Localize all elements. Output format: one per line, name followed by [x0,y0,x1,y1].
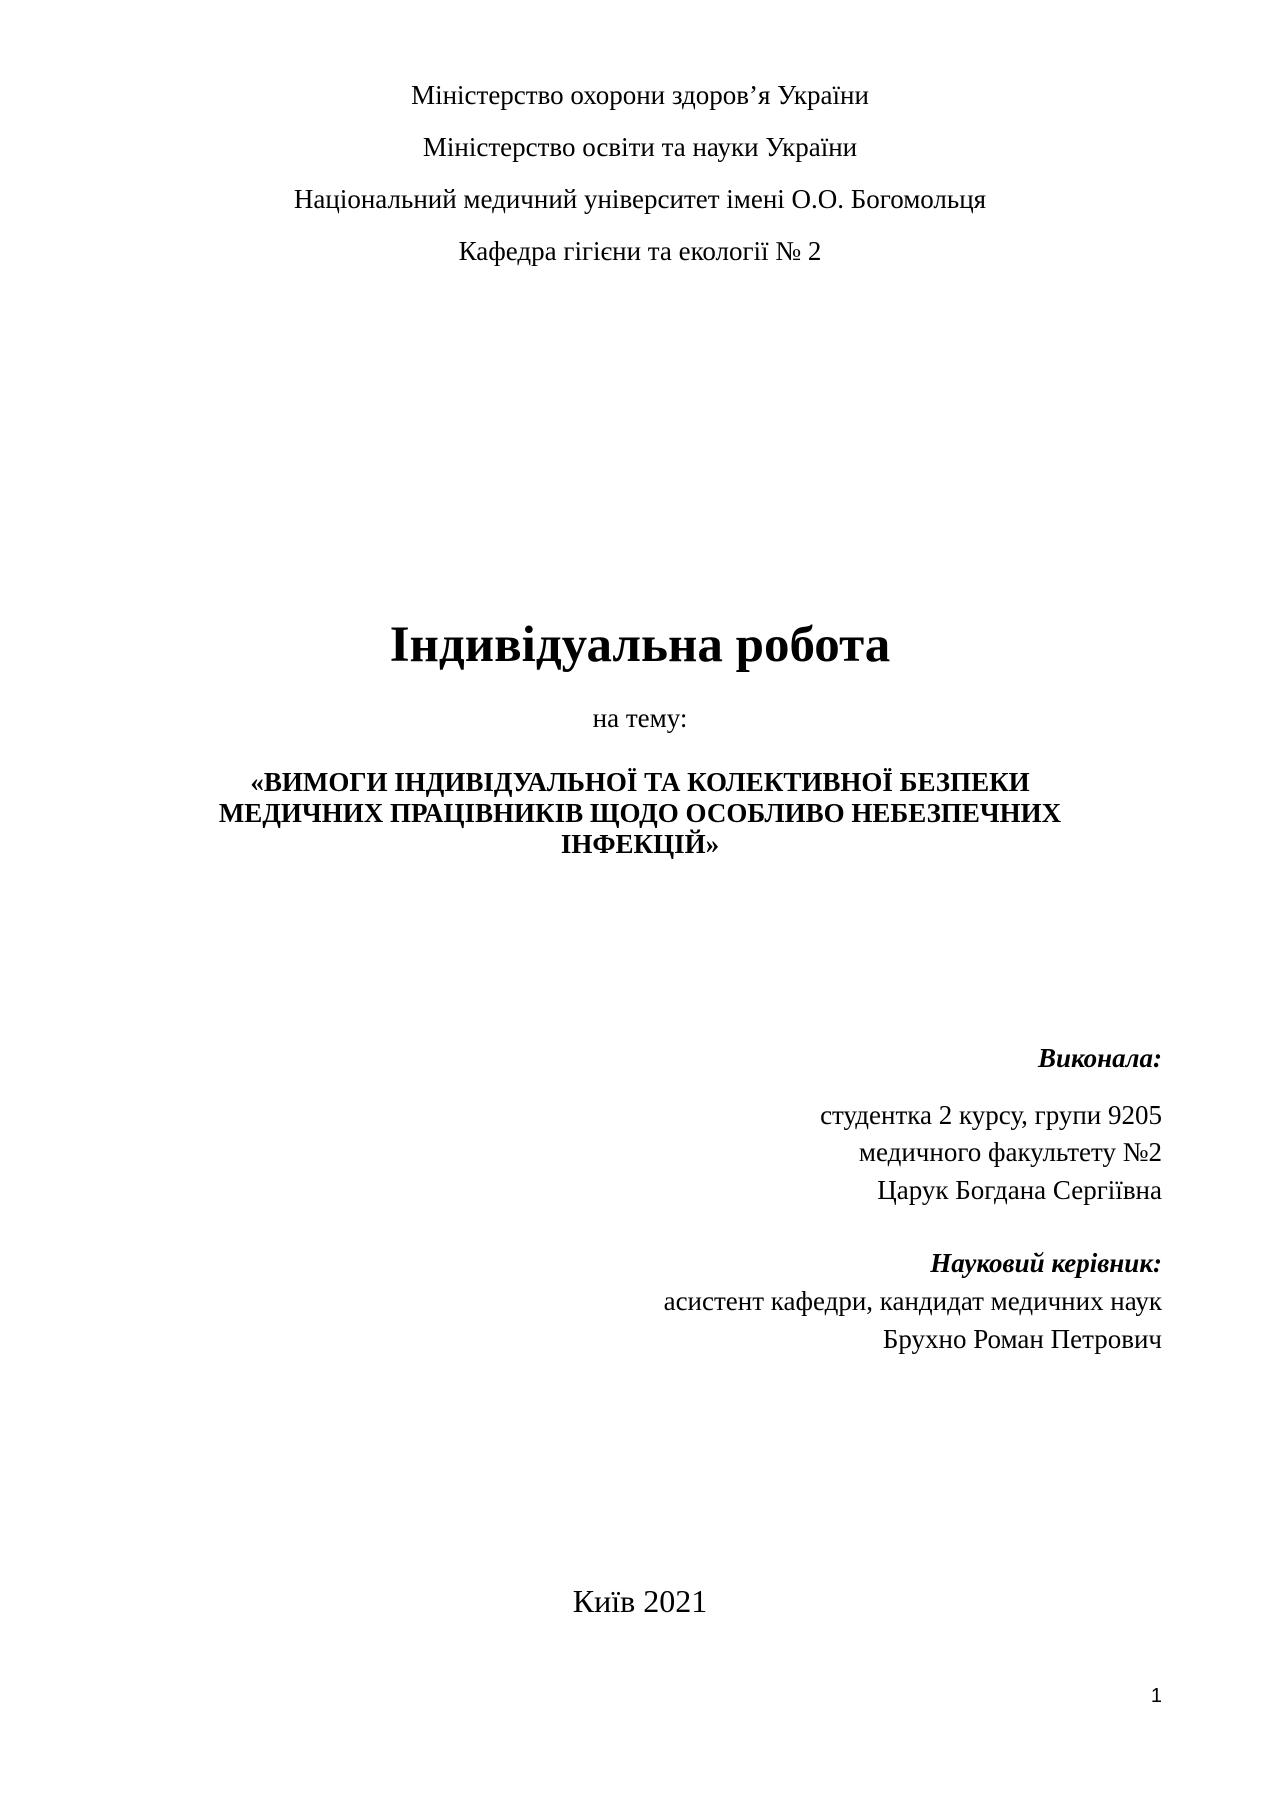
document-title: Індивідуальна робота [389,617,891,673]
supervisor-position: асистент кафедри, кандидат медичних наук [663,1286,1162,1316]
author-course-line: студентка 2 курсу, групи 9205 [820,1100,1162,1130]
topic-line-3: ІНФЕКЦІЙ» [560,829,720,859]
city-year: Київ 2021 [572,1583,708,1619]
page-number: 1 [1150,1685,1162,1707]
topic-line-1: «ВИМОГИ ІНДИВІДУАЛЬНОЇ ТА КОЛЕКТИВНОЇ БЕЗПЕКИ [250,767,1030,797]
university-line: Національний медичний університет імені О.О. Богомольця [293,184,987,214]
author-name: Царук Богдана Сергіївна [877,1175,1162,1205]
ministry-health-line: Міністерство охорони здоров’я України [411,80,869,110]
department-line: Кафедра гігієни та екології № 2 [458,236,822,266]
supervisor-name: Брухно Роман Петрович [882,1324,1162,1354]
supervisor-heading: Науковий керівник: [930,1248,1162,1278]
author-heading: Виконала: [1037,1043,1162,1073]
topic-title [140,767,1140,860]
subject-intro: на тему: [592,703,688,733]
ministry-education-line: Міністерство освіти та науки України [422,132,858,162]
author-faculty-line: медичного факультету №2 [858,1137,1162,1167]
topic-line-2: МЕДИЧНИХ ПРАЦІВНИКІВ ЩОДО ОСОБЛИВО НЕБЕЗПЕЧНИХ [218,798,1062,828]
